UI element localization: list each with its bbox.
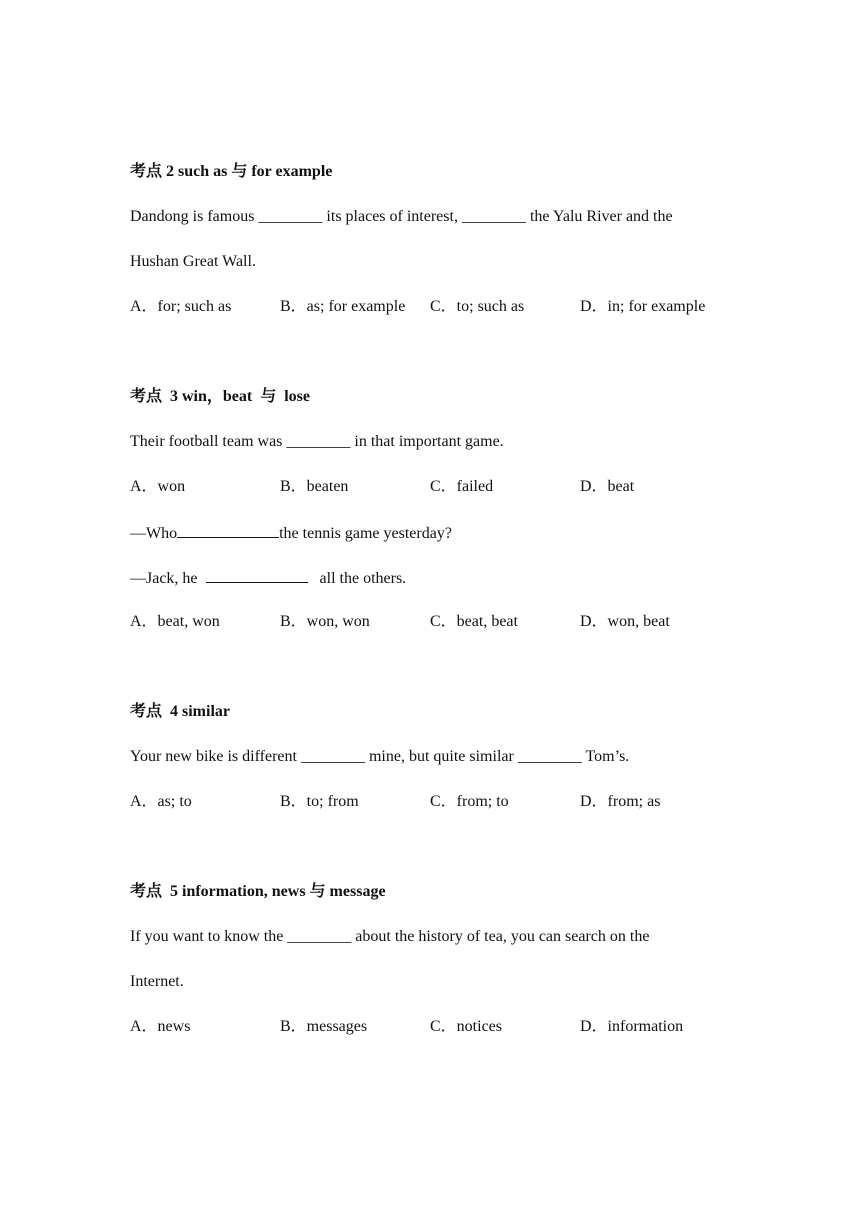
question-text: Internet. (130, 973, 184, 990)
option-b: B．to; from (280, 793, 359, 810)
answer-options (130, 297, 730, 317)
question-text: Hushan Great Wall. (130, 253, 256, 270)
option-c: C．notices (430, 1018, 502, 1035)
option-d: D．won, beat (580, 613, 670, 630)
answer-blank (206, 567, 308, 583)
option-c: C．from; to (430, 793, 509, 810)
option-d: D．from; as (580, 793, 661, 810)
dialogue-text: —Jack, he (130, 570, 202, 587)
option-c: C．to; such as (430, 298, 525, 315)
option-b: B．messages (280, 1018, 368, 1035)
option-d: D．information (580, 1018, 684, 1035)
option-c: C．failed (430, 478, 494, 495)
option-b: B．beaten (280, 478, 349, 495)
option-a: A．for; such as (130, 298, 232, 315)
question-text: Their football team was ________ in that important game. (130, 433, 504, 450)
dialogue-line (130, 567, 730, 587)
option-a: A．won (130, 478, 186, 495)
option-a: A．beat, won (130, 613, 220, 630)
dialogue-text: all the others. (307, 570, 407, 587)
dialogue-text: —Who (130, 525, 178, 542)
answer-options (130, 477, 730, 497)
option-d: D．beat (580, 478, 635, 495)
option-d: D．in; for example (580, 298, 706, 315)
option-b: B．as; for example (280, 298, 406, 315)
section-heading: 考点 3 win，beat 与 lose (130, 388, 311, 405)
answer-blank (177, 522, 279, 538)
question-text: Dandong is famous ________ its places of interest, ________ the Yalu River and the (130, 208, 673, 225)
question-text: If you want to know the ________ about the history of tea, you can search on the (130, 928, 650, 945)
section-heading: 考点 5 information, news 与 message (130, 883, 386, 900)
section-heading: 考点 2 such as 与 for example (130, 163, 333, 180)
dialogue-line (130, 522, 730, 542)
option-b: B．won, won (280, 613, 370, 630)
answer-options (130, 792, 730, 812)
question-text: Your new bike is different ________ mine, but quite similar ________ Tom’s. (130, 748, 630, 765)
answer-options (130, 1017, 730, 1037)
option-a: A．as; to (130, 793, 192, 810)
option-c: C．beat, beat (430, 613, 518, 630)
section-heading: 考点 4 similar (130, 703, 230, 720)
answer-options (130, 612, 730, 632)
dialogue-text: the tennis game yesterday? (279, 525, 452, 542)
option-a: A．news (130, 1018, 191, 1035)
